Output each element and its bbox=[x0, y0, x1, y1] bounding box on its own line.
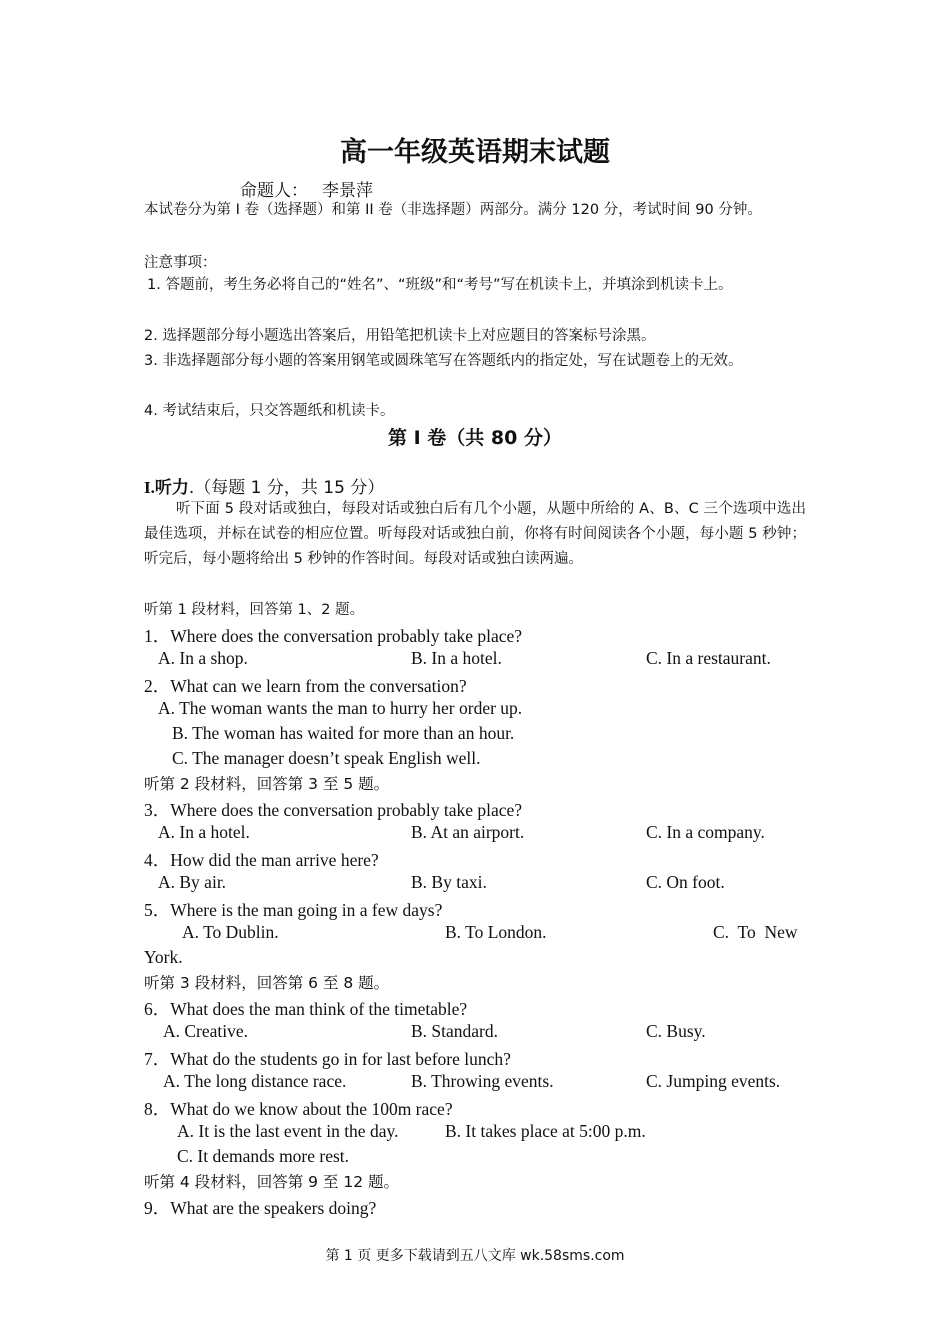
question-stem: 5．Where is the man going in a few days? bbox=[144, 900, 443, 920]
option-c: C. To New bbox=[713, 922, 798, 942]
part-label: I.听力 bbox=[144, 478, 189, 497]
option-b: B. The woman has waited for more than an hour. bbox=[172, 723, 515, 743]
option-b: B. In a hotel. bbox=[411, 648, 502, 668]
segment-heading: 听第 1 段材料，回答第 1、2 题。 bbox=[144, 602, 365, 618]
option-b: B. At an airport. bbox=[411, 822, 525, 842]
option-a: A. In a shop. bbox=[158, 648, 248, 668]
option-b: B. To London. bbox=[445, 922, 547, 942]
option-a: A. The woman wants the man to hurry her order up. bbox=[158, 698, 523, 718]
section-title: 第 I 卷（共 80 分） bbox=[388, 427, 562, 449]
option-c: C. On foot. bbox=[646, 872, 725, 892]
note-item: 2. 选择题部分每小题选出答案后，用铅笔把机读卡上对应题目的答案标号涂黑。 bbox=[144, 328, 656, 344]
author-label: 命题人： bbox=[240, 181, 308, 201]
note-item: 3. 非选择题部分每小题的答案用钢笔或圆珠笔写在答题纸内的指定处，写在试题卷上的无效。 bbox=[144, 353, 743, 369]
option-a: A. By air. bbox=[158, 872, 227, 892]
option-b: B. By taxi. bbox=[411, 872, 487, 892]
part-heading bbox=[144, 473, 384, 498]
notes-title: 注意事项： bbox=[144, 255, 217, 271]
option-c: C. The manager doesn’t speak English well. bbox=[172, 748, 481, 768]
question-stem: 7．What do the students go in for last before lunch? bbox=[144, 1049, 511, 1069]
question-stem: 2．What can we learn from the conversation? bbox=[144, 676, 467, 696]
note-item: 4. 考试结束后，只交答题纸和机读卡。 bbox=[144, 403, 395, 419]
segment-heading: 听第 2 段材料，回答第 3 至 5 题。 bbox=[144, 775, 390, 793]
question-stem: 3．Where does the conversation probably take place? bbox=[144, 800, 523, 820]
option-b: B. It takes place at 5:00 p.m. bbox=[445, 1121, 646, 1141]
option-c-continued: York. bbox=[144, 947, 183, 967]
option-a: A. To Dublin. bbox=[182, 922, 279, 942]
segment-heading: 听第 4 段材料，回答第 9 至 12 题。 bbox=[144, 1173, 400, 1191]
segment-heading: 听第 3 段材料，回答第 6 至 8 题。 bbox=[144, 974, 390, 992]
exam-title: 高一年级英语期末试题 bbox=[340, 137, 610, 168]
option-c: C. Jumping events. bbox=[646, 1071, 781, 1091]
option-c: C. In a restaurant. bbox=[646, 648, 771, 668]
part-score: .（每题 1 分，共 15 分） bbox=[188, 478, 385, 498]
option-c: C. It demands more rest. bbox=[177, 1146, 350, 1166]
note-item: 1. 答题前，考生务必将自己的“姓名”、“班级”和“考号”写在机读卡上，并填涂到机读卡上。 bbox=[147, 277, 733, 293]
question-stem: 4．How did the man arrive here? bbox=[144, 850, 379, 870]
question-stem: 9．What are the speakers doing? bbox=[144, 1198, 377, 1218]
question-stem: 1．Where does the conversation probably take place? bbox=[144, 626, 523, 646]
part-intro: 听下面 5 段对话或独白，每段对话或独白后有几个小题，从题中所给的 A、B、C 三个选项中选出最佳选项，并标在试卷的相应位置。听每段对话或独白前，你将有时间阅读各个小题，每小题 5 秒钟；听完后，每小题将给出 5 秒钟的作答时间。每段对话或独白读两遍。 bbox=[144, 501, 806, 567]
question-stem: 8．What do we know about the 100m race? bbox=[144, 1099, 453, 1119]
page-footer: 第 1 页 更多下载请到五八文库 wk.58sms.com bbox=[325, 1248, 625, 1264]
author-name: 李景萍 bbox=[322, 181, 373, 201]
question-stem: 6．What does the man think of the timetable? bbox=[144, 999, 468, 1019]
option-a: A. The long distance race. bbox=[163, 1071, 347, 1091]
instructions-paragraph: 本试卷分为第 I 卷（选择题）和第 II 卷（非选择题）两部分。满分 120 分，考试时间 90 分钟。 bbox=[144, 202, 762, 218]
option-a: A. Creative. bbox=[163, 1021, 249, 1041]
option-a: A. In a hotel. bbox=[158, 822, 250, 842]
option-c: C. Busy. bbox=[646, 1021, 706, 1041]
option-a: A. It is the last event in the day. bbox=[177, 1121, 399, 1141]
option-b: B. Standard. bbox=[411, 1021, 499, 1041]
option-b: B. Throwing events. bbox=[411, 1071, 554, 1091]
option-c: C. In a company. bbox=[646, 822, 765, 842]
